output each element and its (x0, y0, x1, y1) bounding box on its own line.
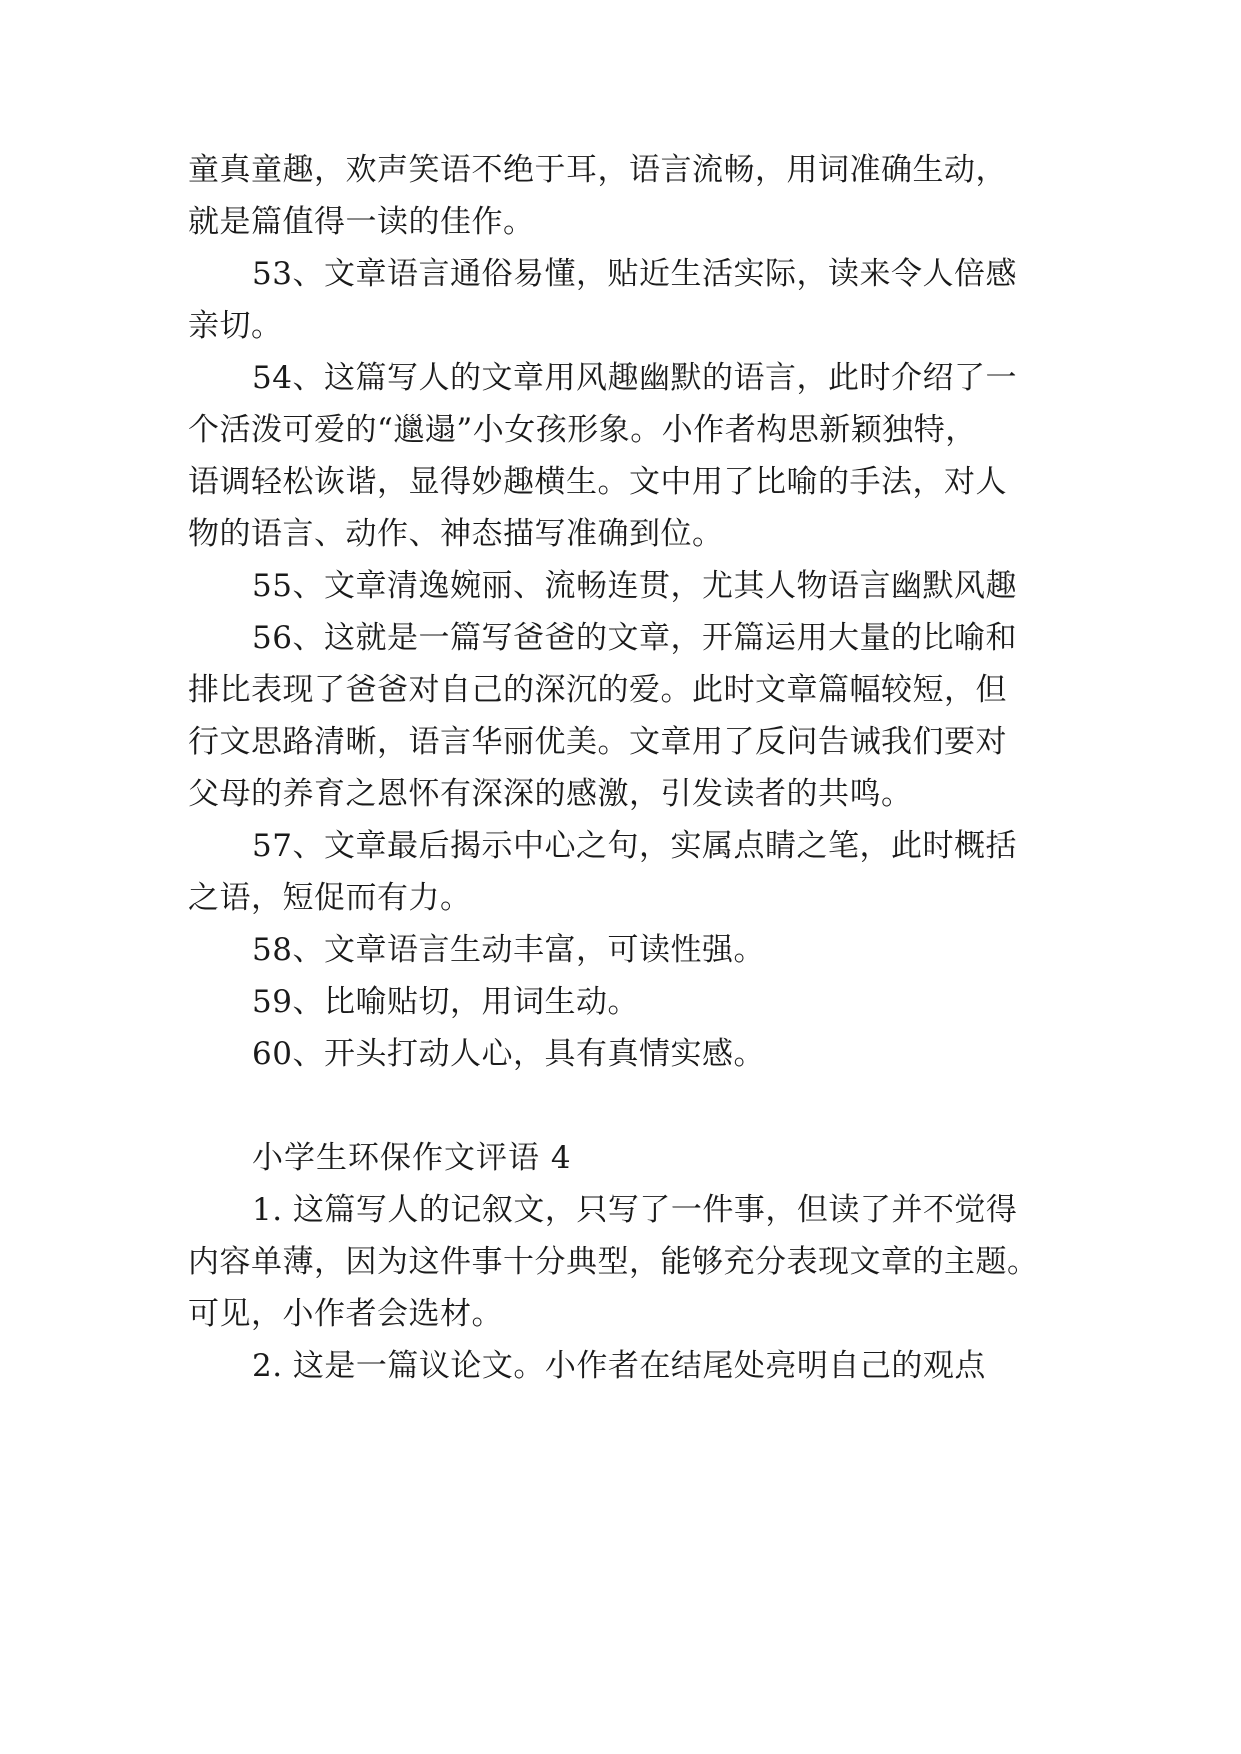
paragraph-line: 56、这就是一篇写爸爸的文章，开篇运用大量的比喻和 (252, 620, 1017, 656)
paragraph-line: 之语，短促而有力。 (188, 880, 472, 916)
paragraph-line: 可见，小作者会选材。 (188, 1296, 503, 1332)
paragraph-line: 54、这篇写人的文章用风趣幽默的语言，此时介绍了一 (252, 360, 1017, 396)
paragraph-line: 1. 这篇写人的记叙文，只写了一件事，但读了并不觉得 (252, 1192, 1018, 1228)
paragraph-line: 物的语言、动作、神态描写准确到位。 (188, 516, 724, 552)
paragraph-line: 2. 这是一篇议论文。小作者在结尾处亮明自己的观点 (252, 1348, 986, 1384)
paragraph-line: 排比表现了爸爸对自己的深沉的爱。此时文章篇幅较短，但 (188, 672, 1007, 708)
paragraph-line: 个活泼可爱的“邋遢”小女孩形象。小作者构思新颖独特， (188, 412, 977, 448)
paragraph-line: 60、开头打动人心，具有真情实感。 (252, 1036, 765, 1072)
paragraph-line: 语调轻松诙谐，显得妙趣横生。文中用了比喻的手法，对人 (188, 464, 1007, 500)
paragraph-line: 53、文章语言通俗易懂，贴近生活实际，读来令人倍感 (252, 256, 1017, 292)
paragraph-line: 行文思路清晰，语言华丽优美。文章用了反问告诫我们要对 (188, 724, 1007, 760)
paragraph-line: 父母的养育之恩怀有深深的感激，引发读者的共鸣。 (188, 776, 913, 812)
paragraph-line: 内容单薄，因为这件事十分典型，能够充分表现文章的主题。 (188, 1244, 1039, 1280)
section-heading: 小学生环保作文评语 4 (252, 1140, 572, 1176)
paragraph-line: 亲切。 (188, 308, 283, 344)
paragraph-line: 59、比喻贴切，用词生动。 (252, 984, 639, 1020)
paragraph-line: 55、文章清逸婉丽、流畅连贯，尤其人物语言幽默风趣 (252, 568, 1017, 604)
paragraph-line: 童真童趣，欢声笑语不绝于耳，语言流畅，用词准确生动， (188, 152, 1007, 188)
paragraph-line: 就是篇值得一读的佳作。 (188, 204, 535, 240)
paragraph-line: 58、文章语言生动丰富，可读性强。 (252, 932, 765, 968)
paragraph-line: 57、文章最后揭示中心之句，实属点睛之笔，此时概括 (252, 828, 1017, 864)
